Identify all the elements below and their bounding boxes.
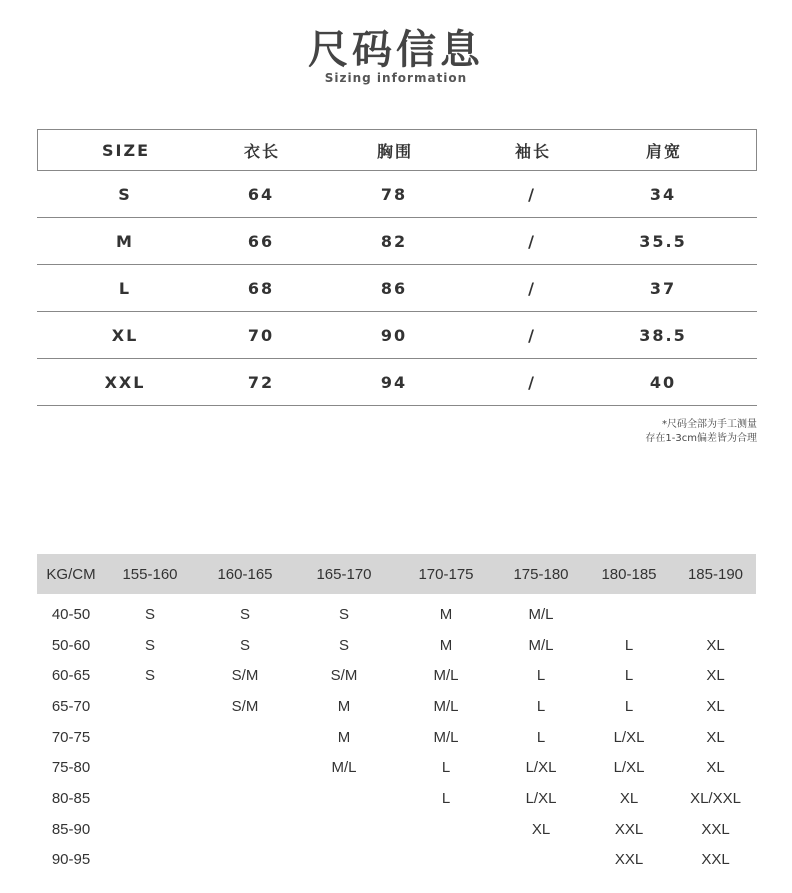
size-recommendation-cell: L [624,697,634,715]
chest-cell: 78 [380,184,408,204]
table-row [37,783,756,814]
weight-range-cell: 40-50 [51,605,91,623]
weight-range-cell: 75-80 [51,759,91,777]
note-line-1: *尺码全部为手工测量 [662,419,757,430]
header-chest: 胸围 [376,141,413,161]
size-recommendation-cell: S [144,667,155,685]
length-cell: 64 [247,184,275,204]
size-recommendation-cell: L/XL [613,728,645,746]
size-recommendation-cell: XL [531,820,551,838]
size-recommendation-cell: M/L [433,728,459,746]
weight-height-header [37,554,756,594]
length-cell: 66 [247,231,275,251]
size-recommendation-cell: XXL [701,820,730,838]
weight-range-cell: 65-70 [51,697,91,715]
weight-range-cell: 50-60 [51,636,91,654]
table-row [37,814,756,845]
size-recommendation-cell: S/M [231,697,259,715]
size-recommendation-cell: M/L [528,605,554,623]
table-row [37,630,756,661]
table-row [37,660,756,691]
table-row [37,845,756,876]
size-recommendation-cell: L/XL [613,759,645,777]
weight-range-cell: 60-65 [51,667,91,685]
weight-range-cell: 80-85 [51,789,91,807]
shoulder-cell: 37 [649,278,677,298]
table-row [37,359,757,406]
table-row [37,312,757,359]
size-recommendation-cell: XL/XXL [690,789,741,807]
chest-cell: 90 [380,325,408,345]
size-recommendation-cell: M [439,636,453,654]
size-table [37,129,757,406]
size-recommendation-cell: L [624,667,634,685]
shoulder-cell: 34 [649,184,677,204]
table-row [37,265,757,312]
length-cell: 68 [247,278,275,298]
shoulder-cell: 35.5 [639,231,687,251]
size-recommendation-cell: M/L [433,667,459,685]
header-height-range: 185-190 [687,565,744,583]
size-cell: M [116,231,134,251]
size-recommendation-cell: L [441,759,451,777]
size-recommendation-cell: S/M [330,667,358,685]
shoulder-cell: 40 [649,372,677,392]
header-sleeve: 袖长 [514,141,551,161]
size-recommendation-cell: M [337,697,351,715]
size-cell: XL [111,325,139,345]
size-recommendation-cell: XL [706,759,725,777]
weight-range-cell: 70-75 [51,728,91,746]
size-cell: S [118,184,132,204]
header-height-range: 165-170 [316,565,372,583]
size-recommendation-cell: S [144,636,155,654]
sleeve-cell: / [528,325,536,345]
header-height-range: 180-185 [601,565,657,583]
size-recommendation-cell: XL [706,667,725,685]
table-row [37,722,756,753]
note-line-2: 存在1-3cm偏差皆为合理 [645,433,757,444]
weight-range-cell: 85-90 [51,820,91,838]
weight-height-table [37,554,756,875]
header-height-range: 155-160 [122,565,178,583]
size-recommendation-cell: S [338,636,349,654]
chest-cell: 82 [380,231,408,251]
size-recommendation-cell: M/L [528,636,554,654]
size-recommendation-cell: S [144,605,155,623]
size-recommendation-cell: M/L [433,697,459,715]
size-recommendation-cell: S [239,636,250,654]
size-recommendation-cell: XXL [614,851,644,869]
table-row [37,171,757,218]
size-recommendation-cell: M [439,605,453,623]
size-recommendation-cell: S/M [231,667,259,685]
sleeve-cell: / [528,231,536,251]
size-recommendation-cell: XXL [701,851,730,869]
header-height-range: 160-165 [217,565,273,583]
header-size: SIZE [101,140,150,160]
size-recommendation-cell: M [337,728,351,746]
page-title: 尺码信息 [308,27,484,73]
table-row [37,691,756,722]
size-recommendation-cell: L/XL [525,759,557,777]
sleeve-cell: / [528,278,536,298]
chest-cell: 94 [380,372,408,392]
header-kg-cm: KG/CM [46,565,96,583]
size-recommendation-cell: M/L [331,759,357,777]
size-recommendation-cell: S [239,605,250,623]
size-recommendation-cell: S [338,605,349,623]
chest-cell: 86 [380,278,408,298]
size-recommendation-cell: XL [619,789,639,807]
size-table-header [37,129,757,171]
size-recommendation-cell: L/XL [525,789,557,807]
length-cell: 70 [247,325,275,345]
size-cell: L [118,278,132,298]
size-recommendation-cell: XL [706,728,725,746]
length-cell: 72 [247,372,275,392]
size-recommendation-cell: XL [706,697,725,715]
size-recommendation-cell: L [441,789,451,807]
weight-range-cell: 90-95 [51,851,91,869]
size-recommendation-cell: XXL [614,820,644,838]
page-subtitle: Sizing information [324,71,468,85]
header-height-range: 175-180 [513,565,569,583]
size-recommendation-cell: L [536,697,546,715]
table-row [37,752,756,783]
table-row [37,218,757,265]
measurement-note [645,418,757,446]
size-recommendation-cell: L [624,636,634,654]
header-shoulder: 肩宽 [645,141,682,161]
shoulder-cell: 38.5 [639,325,687,345]
sleeve-cell: / [528,184,536,204]
header-length: 衣长 [243,141,280,161]
weight-height-body [37,594,756,875]
sleeve-cell: / [528,372,536,392]
size-recommendation-cell: L [536,728,546,746]
size-recommendation-cell: L [536,667,546,685]
header-height-range: 170-175 [418,565,474,583]
size-recommendation-cell: XL [706,636,725,654]
table-row [37,599,756,630]
size-cell: XXL [104,372,146,392]
